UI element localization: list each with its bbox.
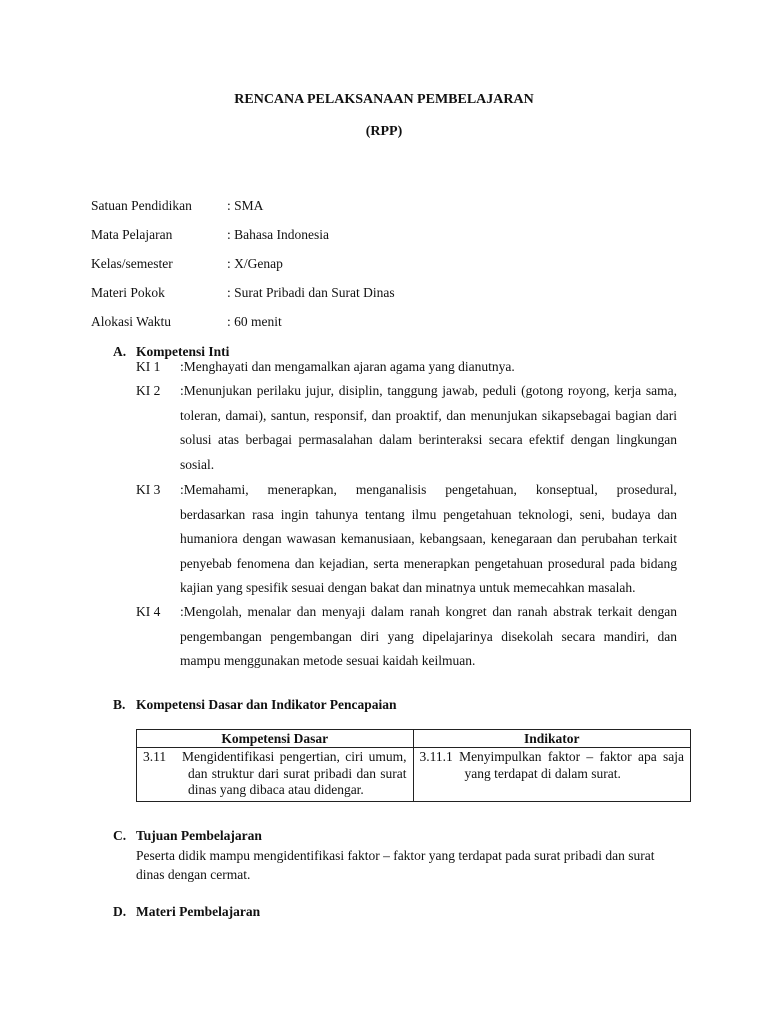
ki4-line: mampu menggunakan metode sesuai kaidah keilmuan.: [180, 653, 476, 668]
ki4-label: KI 4: [136, 604, 161, 619]
section-c-line: dinas dengan cermat.: [136, 867, 251, 882]
section-c-title: Tujuan Pembelajaran: [136, 828, 262, 843]
ki4-line: :Mengolah, menalar dan menyaji dalam ranah kongret dan ranah abstrak terkait dengan: [180, 604, 677, 619]
ki3-line: kajian yang spesifik sesuai dengan bakat dan minatnya untuk memecahkan masalah.: [180, 580, 636, 595]
ki3-line: humaniora dengan wawasan kemanusiaan, kebangsaan, kenegaraan dan perubahan terkait: [180, 531, 677, 546]
table-header-row: [137, 730, 691, 748]
table-header-kd: Kompetensi Dasar: [137, 730, 414, 748]
section-a-letter: A.: [113, 344, 127, 359]
section-a-title: Kompetensi Inti: [136, 344, 230, 359]
section-c-line: Peserta didik mampu mengidentifikasi faktor – faktor yang terdapat pada surat pribadi dan surat: [136, 848, 655, 863]
identity-value-kelas: : X/Genap: [227, 256, 283, 271]
identity-label-satuan: Satuan Pendidikan: [91, 198, 192, 213]
indicator-cell: [413, 748, 691, 802]
identity-value-alokasi: : 60 menit: [227, 314, 282, 329]
identity-value-materi: : Surat Pribadi dan Surat Dinas: [227, 285, 395, 300]
ki3-line: berdasarkan rasa ingin tahunya tentang ilmu pengetahuan teknologi, seni, budaya dan: [180, 506, 677, 522]
document-title: RENCANA PELAKSANAAN PEMBELAJARAN: [234, 92, 534, 107]
table-header-indikator: Indikator: [413, 730, 691, 748]
identity-label-kelas: Kelas/semester: [91, 256, 173, 271]
ki2-line: :Menunjukan perilaku jujur, disiplin, tanggung jawab, peduli (gotong royong, kerja sama,: [180, 383, 677, 398]
section-d-title: Materi Pembelajaran: [136, 904, 261, 919]
ki1-line: :Menghayati dan mengamalkan ajaran agama yang dianutnya.: [180, 359, 515, 374]
section-c-letter: C.: [113, 828, 127, 843]
section-b-letter: B.: [113, 697, 126, 712]
kd-line: [143, 749, 407, 766]
section-b-title: Kompetensi Dasar dan Indikator Pencapaian: [136, 697, 397, 712]
ki1-label: KI 1: [136, 359, 161, 374]
ki2-line: solusi atas berbagai permasalahan dalam berinteraksi secara efektif dengan lingkungan: [180, 432, 677, 447]
identity-value-mapel: : Bahasa Indonesia: [227, 227, 329, 242]
section-c-paragraph: [136, 846, 681, 884]
ki3-label: KI 3: [136, 482, 161, 497]
document-subtitle: (RPP): [365, 124, 403, 139]
ki2-text: [180, 379, 677, 477]
identity-value-satuan: : SMA: [227, 198, 264, 213]
indicator-line: [420, 749, 685, 766]
ki4-text: [180, 600, 677, 674]
kd-line-text: Mengidentifikasi pengertian, ciri umum,: [182, 749, 407, 764]
table-row: [137, 748, 691, 802]
ki3-line: penyebab fenomena dan kejadian, serta menerapkan pengetahuan prosedural pada bidang: [180, 555, 677, 571]
indicator-line: yang terdapat di dalam surat.: [464, 765, 621, 781]
section-d-letter: D.: [113, 904, 127, 919]
ki3-line: :Memahami, menerapkan, menganalisis pengetahuan, konseptual, prosedural,: [180, 482, 677, 497]
indicator-line-text: Menyimpulkan faktor – faktor apa saja: [459, 749, 685, 764]
kd-line: dan struktur dari surat pribadi dan surat: [188, 765, 407, 781]
ki1-text: [180, 355, 677, 380]
kd-number: 3.11: [143, 749, 167, 764]
ki2-line: toleran, damai), santun, responsif, dan proaktif, dan menunjukan sikapsebagai bagian dari: [180, 407, 677, 423]
identity-label-materi: Materi Pokok: [91, 285, 165, 300]
ki2-label: KI 2: [136, 383, 161, 398]
identity-label-alokasi: Alokasi Waktu: [91, 314, 172, 329]
ki4-line: pengembangan pengembangan diri yang dipelajarinya disekolah secara mandiri, dan: [180, 628, 677, 644]
kd-line: dinas yang dibaca atau didengar.: [188, 782, 364, 797]
ki2-line: sosial.: [180, 456, 215, 472]
ki3-text: [180, 478, 677, 601]
identity-label-mapel: Mata Pelajaran: [91, 227, 173, 242]
indicator-number: 3.11.1: [419, 749, 453, 764]
kd-cell: [137, 748, 414, 802]
kd-indicator-table: [136, 729, 691, 802]
